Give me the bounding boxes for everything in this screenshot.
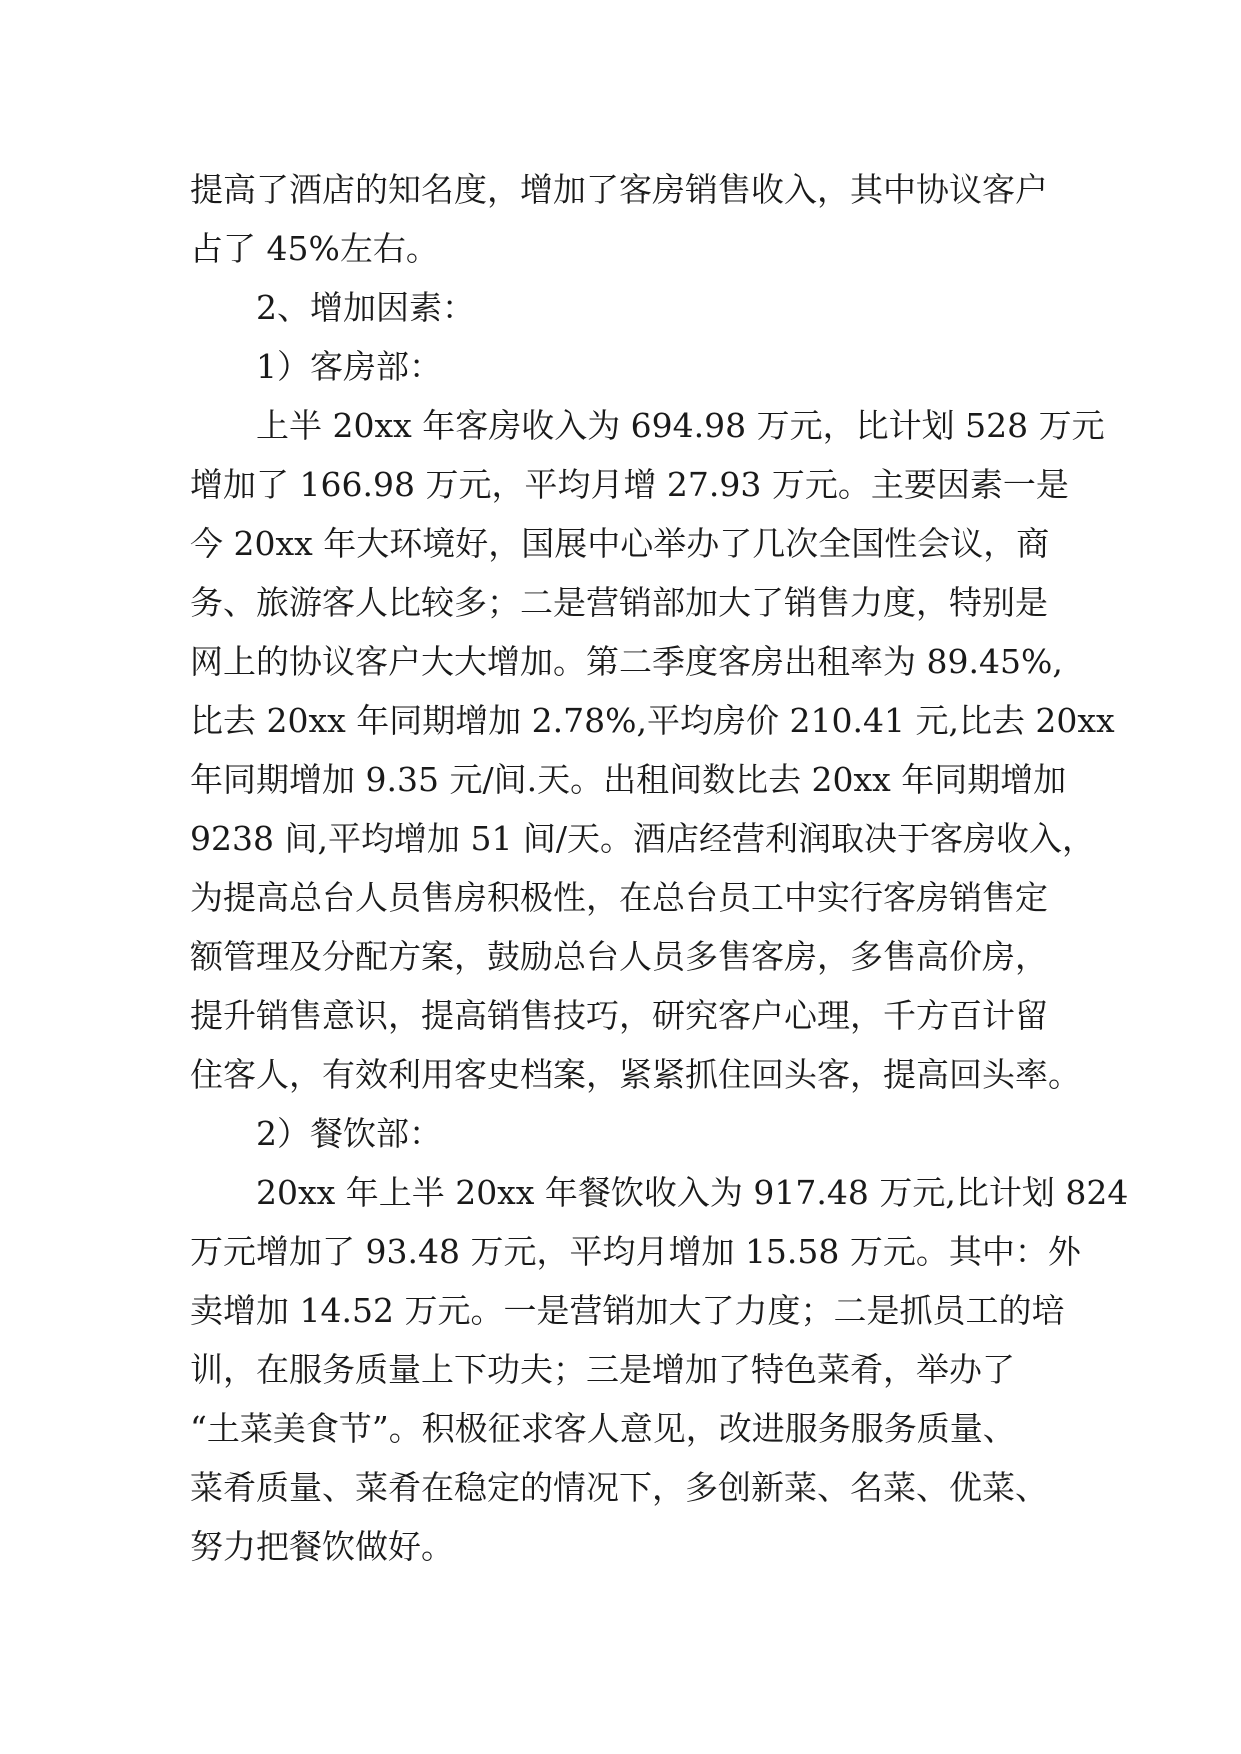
text-line: 菜肴质量、菜肴在稳定的情况下，多创新菜、名菜、优菜、 [190, 1468, 1048, 1507]
text-line: 占了 45%左右。 [190, 229, 439, 268]
text-line: 9238 间,平均增加 51 间/天。酒店经营利润取决于客房收入， [190, 819, 1096, 858]
subsection-heading: 2）餐饮部： [256, 1114, 442, 1153]
text-line: 增加了 166.98 万元，平均月增 27.93 万元。主要因素一是 [190, 465, 1069, 504]
text-line: 为提高总台人员售房积极性，在总台员工中实行客房销售定 [190, 878, 1048, 917]
text-line: 努力把餐饮做好。 [190, 1527, 454, 1566]
text-line: 比去 20xx 年同期增加 2.78%,平均房价 210.41 元,比去 20xx [190, 701, 1115, 740]
subsection-heading: 1）客房部： [256, 347, 442, 386]
text-line: “土菜美食节”。积极征求客人意见，改进服务服务质量、 [190, 1409, 1016, 1448]
text-line: 训，在服务质量上下功夫；三是增加了特色菜肴，举办了 [190, 1350, 1015, 1389]
text-line: 额管理及分配方案，鼓励总台人员多售客房，多售高价房， [190, 937, 1048, 976]
text-line: 提高了酒店的知名度，增加了客房销售收入，其中协议客户 [190, 170, 1048, 209]
section-heading: 2、增加因素： [256, 288, 475, 327]
text-line: 住客人，有效利用客史档案，紧紧抓住回头客，提高回头率。 [190, 1055, 1081, 1094]
text-line: 20xx 年上半 20xx 年餐饮收入为 917.48 万元,比计划 824 [256, 1173, 1129, 1212]
text-line: 提升销售意识，提高销售技巧，研究客户心理，千方百计留 [190, 996, 1048, 1035]
text-line: 今 20xx 年大环境好，国展中心举办了几次全国性会议，商 [190, 524, 1050, 563]
text-line: 上半 20xx 年客房收入为 694.98 万元，比计划 528 万元 [256, 406, 1105, 445]
text-line: 网上的协议客户大大增加。第二季度客房出租率为 89.45%, [190, 642, 1063, 681]
text-line: 年同期增加 9.35 元/间.天。出租间数比去 20xx 年同期增加 [190, 760, 1067, 799]
text-line: 万元增加了 93.48 万元，平均月增加 15.58 万元。其中：外 [190, 1232, 1081, 1271]
text-line: 卖增加 14.52 万元。一是营销加大了力度；二是抓员工的培 [190, 1291, 1065, 1330]
text-line: 务、旅游客人比较多；二是营销部加大了销售力度，特别是 [190, 583, 1048, 622]
document-body [190, 160, 1129, 1576]
